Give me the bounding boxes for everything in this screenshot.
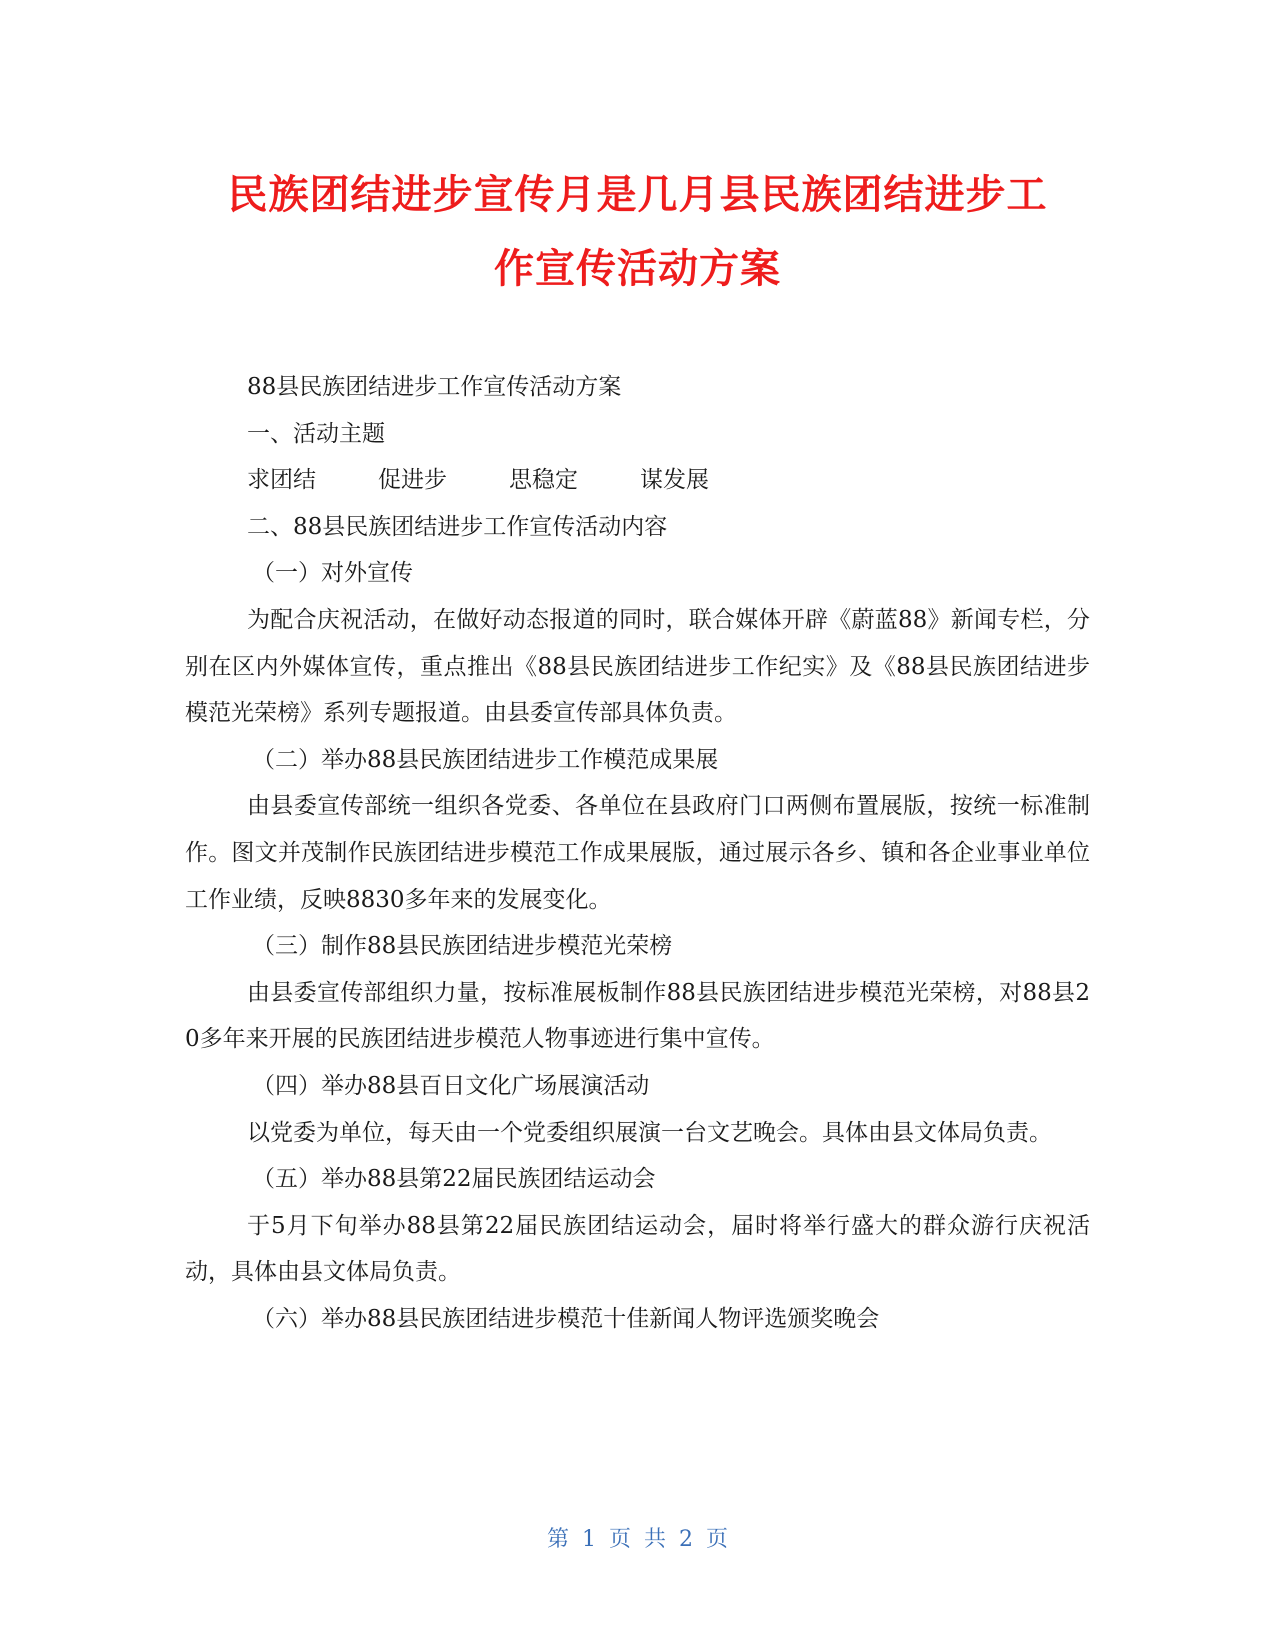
section-heading-1: 一、活动主题 (247, 420, 385, 447)
section-heading-2: 二、88县民族团结进步工作宣传活动内容 (247, 513, 668, 540)
subsection-heading-5: （五）举办88县第22届民族团结运动会 (252, 1166, 656, 1193)
footer-word: 第 (546, 1527, 569, 1552)
title-line-1: 民族团结进步宣传月是几月县民族团结进步工 (227, 172, 1048, 218)
theme-item: 促进步 (378, 467, 447, 494)
total-pages: 2 (679, 1527, 694, 1552)
paragraph-1: 为配合庆祝活动，在做好动态报道的同时，联合媒体开辟《蔚蓝88》新闻专栏，分别在区内外媒体宣传，重点推出《88县民族团结进步工作纪实》及《88县民族团结进步模范光荣榜》系列专题报道。由县委宣传部具体负责。 (185, 606, 1090, 727)
footer-word: 页 (608, 1527, 631, 1552)
theme-item: 求团结 (247, 467, 316, 494)
subsection-heading-4: （四）举办88县百日文化广场展演活动 (252, 1072, 650, 1099)
title-line-2: 作宣传活动方案 (494, 246, 781, 292)
paragraph-4: 以党委为单位，每天由一个党委组织展演一台文艺晚会。具体由县文体局负责。 (247, 1119, 1052, 1146)
footer-word: 页 (706, 1527, 729, 1552)
paragraph-2: 由县委宣传部统一组织各党委、各单位在县政府门口两侧布置展版，按统一标准制作。图文并茂制作民族团结进步模范工作成果展版，通过展示各乡、镇和各企业事业单位工作业绩，反映8830多年来的发展变化。 (185, 793, 1090, 913)
footer-word: 共 (644, 1527, 667, 1552)
subtitle: 88县民族团结进步工作宣传活动方案 (247, 374, 622, 400)
subsection-heading-3: （三）制作88县民族团结进步模范光荣榜 (252, 933, 673, 960)
theme-list (185, 457, 1090, 504)
current-page-number: 1 (581, 1527, 596, 1552)
subsection-heading-6: （六）举办88县民族团结进步模范十佳新闻人物评选颁奖晚会 (252, 1305, 880, 1332)
subsection-heading-1: （一）对外宣传 (252, 560, 413, 587)
document-title (150, 158, 1125, 306)
paragraph-3: 由县委宣传部组织力量，按标准展板制作88县民族团结进步模范光荣榜，对88县20多年来开展的民族团结进步模范人物事迹进行集中宣传。 (185, 979, 1090, 1053)
page-footer (0, 1525, 1275, 1555)
document-body (185, 364, 1090, 1342)
theme-item: 谋发展 (640, 467, 709, 494)
paragraph-5: 于5月下旬举办88县第22届民族团结运动会，届时将举行盛大的群众游行庆祝活动，具体由县文体局负责。 (185, 1212, 1090, 1286)
theme-item: 思稳定 (509, 467, 578, 494)
subsection-heading-2: （二）举办88县民族团结进步工作模范成果展 (252, 746, 719, 773)
